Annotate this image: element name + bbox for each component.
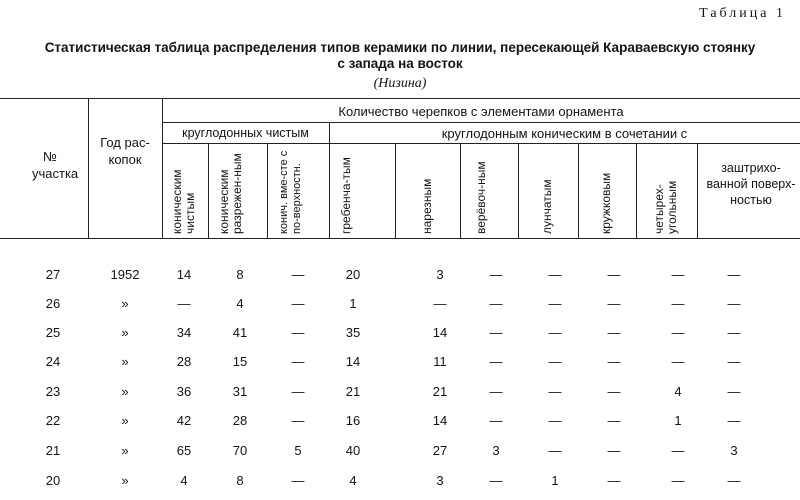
cell-value: 14 <box>176 267 192 282</box>
cell-value: — <box>291 413 305 428</box>
header-sub-comb-1: гребенча-тым <box>339 157 353 234</box>
cell-value: — <box>607 413 621 428</box>
cell-year: » <box>121 413 129 428</box>
cell-year: » <box>121 443 129 458</box>
cell-value: — <box>291 296 305 311</box>
cell-value: 1 <box>551 473 559 488</box>
cell-value: 35 <box>345 325 361 340</box>
cell-value: — <box>671 325 685 340</box>
cell-value: — <box>671 473 685 488</box>
header-plain-group: круглодонных чистым <box>182 126 309 140</box>
cell-value: 1 <box>674 413 682 428</box>
cell-value: 41 <box>232 325 248 340</box>
vline-comb-2 <box>460 143 461 238</box>
title-line-1: Статистическая таблица распределения типов керамики по линии, пересекающей Караваевскую стоянку <box>44 40 756 55</box>
cell-year: » <box>121 384 129 399</box>
cell-value: — <box>548 325 562 340</box>
cell-value: — <box>548 296 562 311</box>
rule-top <box>0 98 800 99</box>
header-sub-comb-2: нарезным <box>420 178 434 234</box>
cell-value: — <box>727 473 741 488</box>
cell-value: — <box>607 354 621 369</box>
cell-value: — <box>548 443 562 458</box>
cell-value: — <box>291 354 305 369</box>
cell-value: — <box>548 413 562 428</box>
cell-value: 14 <box>432 413 448 428</box>
cell-value: 28 <box>232 413 248 428</box>
cell-value: — <box>671 296 685 311</box>
cell-value: 31 <box>232 384 248 399</box>
cell-station: 20 <box>45 473 61 488</box>
rule-sub-group <box>162 143 800 144</box>
cell-value: — <box>548 384 562 399</box>
cell-value: 42 <box>176 413 192 428</box>
rule-header-bottom <box>0 238 800 239</box>
vline-comb-1 <box>395 143 396 238</box>
vline-plain-1 <box>208 143 209 238</box>
cell-value: 4 <box>674 384 682 399</box>
cell-value: 70 <box>232 443 248 458</box>
cell-value: 21 <box>432 384 448 399</box>
cell-value: — <box>671 267 685 282</box>
cell-station: 26 <box>45 296 61 311</box>
cell-value: 40 <box>345 443 361 458</box>
cell-value: — <box>607 473 621 488</box>
cell-value: — <box>671 354 685 369</box>
cell-year: 1952 <box>110 267 140 282</box>
header-year: Год рас-копок <box>100 135 150 167</box>
cell-value: — <box>607 384 621 399</box>
vline-comb-6 <box>697 143 698 238</box>
cell-value: — <box>177 296 191 311</box>
cell-value: 14 <box>432 325 448 340</box>
header-main-group: Количество черепков с элементами орнамента <box>338 104 624 119</box>
cell-value: 14 <box>345 354 361 369</box>
header-sub-plain-1: коническим чистым <box>170 169 197 234</box>
cell-value: — <box>727 354 741 369</box>
cell-value: — <box>548 354 562 369</box>
cell-value: — <box>671 443 685 458</box>
cell-value: 4 <box>236 296 244 311</box>
vline-plain-2 <box>267 143 268 238</box>
header-sub-plain-2: коническим разрежен-ным <box>217 153 244 234</box>
cell-value: — <box>489 473 503 488</box>
cell-year: » <box>121 473 129 488</box>
cell-value: 36 <box>176 384 192 399</box>
cell-value: — <box>291 384 305 399</box>
vline-comb-4 <box>578 143 579 238</box>
vline-station <box>88 98 89 238</box>
cell-value: — <box>489 354 503 369</box>
cell-value: — <box>489 296 503 311</box>
header-sub-comb-7: заштрихо-ванной поверх-ностью <box>706 161 796 207</box>
cell-value: — <box>433 296 447 311</box>
vline-comb-3 <box>518 143 519 238</box>
vline-comb-5 <box>636 143 637 238</box>
cell-value: — <box>489 384 503 399</box>
cell-value: — <box>727 413 741 428</box>
cell-value: 21 <box>345 384 361 399</box>
cell-value: 34 <box>176 325 192 340</box>
cell-station: 22 <box>45 413 61 428</box>
cell-value: 65 <box>176 443 192 458</box>
cell-value: — <box>291 267 305 282</box>
cell-value: — <box>548 267 562 282</box>
cell-value: — <box>489 267 503 282</box>
cell-value: 1 <box>349 296 357 311</box>
cell-value: — <box>291 473 305 488</box>
cell-station: 27 <box>45 267 61 282</box>
cell-value: 3 <box>436 473 444 488</box>
cell-station: 23 <box>45 384 61 399</box>
cell-station: 24 <box>45 354 61 369</box>
header-sub-plain-3: конич. вме-сте с по-верхностн. <box>278 150 303 234</box>
header-combined-group: круглодонным коническим в сочетании с <box>441 126 688 141</box>
cell-value: 3 <box>730 443 738 458</box>
table-subtitle: (Низина) <box>373 76 427 91</box>
table-title <box>0 40 800 72</box>
cell-value: — <box>727 384 741 399</box>
header-sub-comb-5: кружковым <box>599 172 613 234</box>
cell-value: 11 <box>433 354 447 369</box>
cell-value: 8 <box>236 473 244 488</box>
cell-year: » <box>121 296 129 311</box>
cell-value: 16 <box>345 413 361 428</box>
header-sub-comb-6: четырех-угольным <box>652 180 679 234</box>
cell-value: — <box>727 325 741 340</box>
header-sub-comb-3: верёвоч-ным <box>474 161 488 234</box>
cell-value: — <box>489 413 503 428</box>
cell-value: 5 <box>294 443 302 458</box>
cell-value: 28 <box>176 354 192 369</box>
cell-year: » <box>121 325 129 340</box>
cell-station: 21 <box>45 443 61 458</box>
cell-value: — <box>607 325 621 340</box>
cell-value: 27 <box>432 443 448 458</box>
cell-value: — <box>607 296 621 311</box>
cell-station: 25 <box>45 325 61 340</box>
cell-value: — <box>607 267 621 282</box>
table-label: Таблица 1 <box>699 6 786 21</box>
cell-value: 4 <box>349 473 357 488</box>
cell-value: 15 <box>232 354 248 369</box>
cell-value: 3 <box>492 443 500 458</box>
cell-year: » <box>121 354 129 369</box>
cell-value: 4 <box>180 473 188 488</box>
cell-value: — <box>727 267 741 282</box>
cell-value: 3 <box>436 267 444 282</box>
cell-value: — <box>607 443 621 458</box>
header-sub-comb-4: лунчатым <box>540 179 554 234</box>
rule-main-group <box>162 122 800 123</box>
header-station: № участка <box>32 149 79 181</box>
cell-value: — <box>291 325 305 340</box>
cell-value: 8 <box>236 267 244 282</box>
title-line-2: с запада на восток <box>337 56 463 71</box>
cell-value: — <box>727 296 741 311</box>
cell-value: 20 <box>345 267 361 282</box>
cell-value: — <box>489 325 503 340</box>
